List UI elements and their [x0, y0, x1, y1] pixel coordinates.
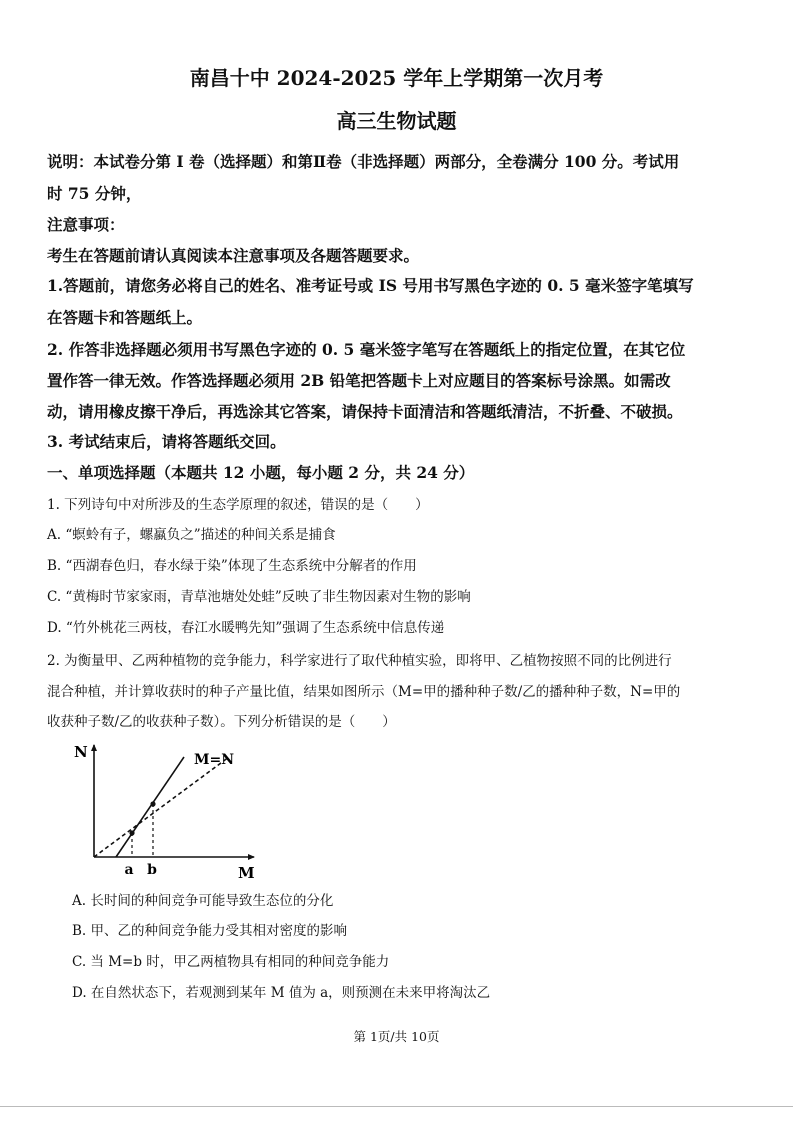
q2-option-c: C. 当 M=b 时，甲乙两植物具有相同的种间竞争能力: [72, 954, 390, 970]
tick-label-b: b: [147, 862, 157, 878]
q1-option-d: D. “竹外桃花三两枝，春江水暖鸭先知”强调了生态系统中信息传递: [47, 620, 445, 636]
note-line-1: 说明：本试卷分第 I 卷（选择题）和第Ⅱ卷（非选择题）两部分，全卷满分 100 分。考试用: [47, 152, 680, 171]
attention-item-2-line-1: 2. 作答非选择题必须用书写黑色字迹的 0. 5 毫米签字笔写在答题纸上的指定位置，在其它位: [47, 340, 686, 359]
attention-item-2-line-3: 动，请用橡皮擦干净后，再选涂其它答案，请保持卡面清洁和答题纸清洁，不折叠、不破损。: [47, 402, 683, 421]
exam-subtitle: 高三生物试题: [336, 109, 457, 133]
exam-title: 南昌十中 2024-2025 学年上学期第一次月考: [189, 66, 604, 90]
attention-heading: 注意事项：: [47, 215, 125, 234]
series-line-m-equals-n: [94, 757, 229, 857]
q2-stem-line-2: 混合种植，并计算收获时的种子产量比值，结果如图所示（M=甲的播种种子数/乙的播种种子数，N=甲的: [47, 684, 681, 700]
page-footer: 第 1页/共 10页: [353, 1029, 440, 1044]
bottom-rule: [0, 1106, 793, 1107]
attention-read: 考生在答题前请认真阅读本注意事项及各题答题要求。: [47, 246, 420, 265]
q2-option-b: B. 甲、乙的种间竞争能力受其相对密度的影响: [72, 923, 348, 939]
q1-stem: 1. 下列诗句中对所涉及的生态学原理的叙述，错误的是（ ）: [47, 497, 429, 513]
q1-option-c: C. “黄梅时节家家雨，青草池塘处处蛙”反映了非生物因素对生物的影响: [47, 589, 471, 605]
q1-option-a: A. “螟蛉有子，螺蠃负之”描述的种间关系是捕食: [47, 527, 336, 543]
section-heading: 一、单项选择题（本题共 12 小题，每小题 2 分，共 24 分）: [47, 463, 475, 482]
series-line-observed: [116, 757, 184, 857]
q2-stem-line-3: 收获种子数/乙的收获种子数）。下列分析错误的是（ ）: [47, 714, 396, 730]
attention-item-3: 3. 考试结束后，请将答题纸交回。: [47, 432, 286, 451]
q2-option-a: A. 长时间的种间竞争可能导致生态位的分化: [72, 893, 334, 909]
note-line-2: 时 75 分钟，: [47, 184, 142, 203]
attention-item-1-line-1: 1.答题前，请您务必将自己的姓名、准考证号或 IS 号用书写黑色字迹的 0. 5 毫米签字笔填写: [47, 276, 694, 295]
attention-item-2-line-2: 置作答一律无效。作答选择题必须用 2B 铅笔把答题卡上对应题目的答案标号涂黑。如需改: [47, 371, 671, 390]
q2-option-d: D. 在自然状态下，若观测到某年 M 值为 a，则预测在未来甲将淘汰乙: [72, 985, 491, 1001]
q1-option-b: B. “西湖春色归，春水绿于染”体现了生态系统中分解者的作用: [47, 558, 417, 574]
competition-chart: [72, 738, 272, 883]
q2-stem-line-1: 2. 为衡量甲、乙两种植物的竞争能力，科学家进行了取代种植实验，即将甲、乙植物按照不同的比例进行: [47, 653, 672, 669]
x-axis-label: M: [238, 864, 255, 882]
tick-label-a: a: [124, 862, 134, 878]
attention-item-1-line-2: 在答题卡和答题纸上。: [47, 308, 203, 327]
line-label: M=N: [194, 752, 235, 768]
y-axis-label: N: [74, 743, 88, 761]
